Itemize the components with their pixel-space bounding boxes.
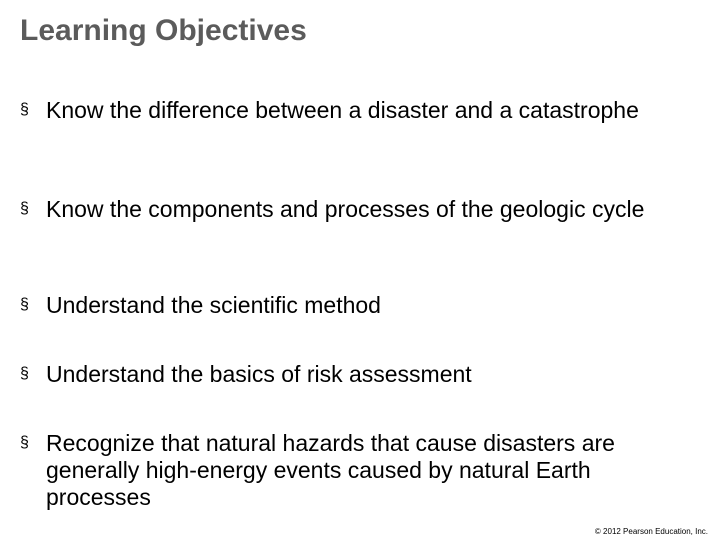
bullet-marker-icon: § (20, 296, 29, 313)
bullet-marker-icon: § (20, 200, 29, 217)
list-item (20, 430, 680, 511)
list-item-text: Know the difference between a disaster and a catastrophe (46, 97, 639, 123)
list-item-text: Recognize that natural hazards that cause disasters are generally high-energy events caused by natural Earth processes (46, 430, 615, 510)
list-item-text: Understand the basics of risk assessment (46, 361, 472, 387)
list-item-text: Know the components and processes of the geologic cycle (46, 196, 645, 222)
list-item (20, 196, 680, 223)
copyright-footer: © 2012 Pearson Education, Inc. (594, 527, 708, 536)
slide-title: Learning Objectives (20, 14, 307, 47)
bullet-marker-icon: § (20, 434, 29, 451)
list-item (20, 361, 680, 388)
bullet-marker-icon: § (20, 101, 29, 118)
list-item-text: Understand the scientific method (46, 292, 381, 318)
list-item (20, 97, 680, 124)
bullet-marker-icon: § (20, 365, 29, 382)
list-item (20, 292, 680, 319)
